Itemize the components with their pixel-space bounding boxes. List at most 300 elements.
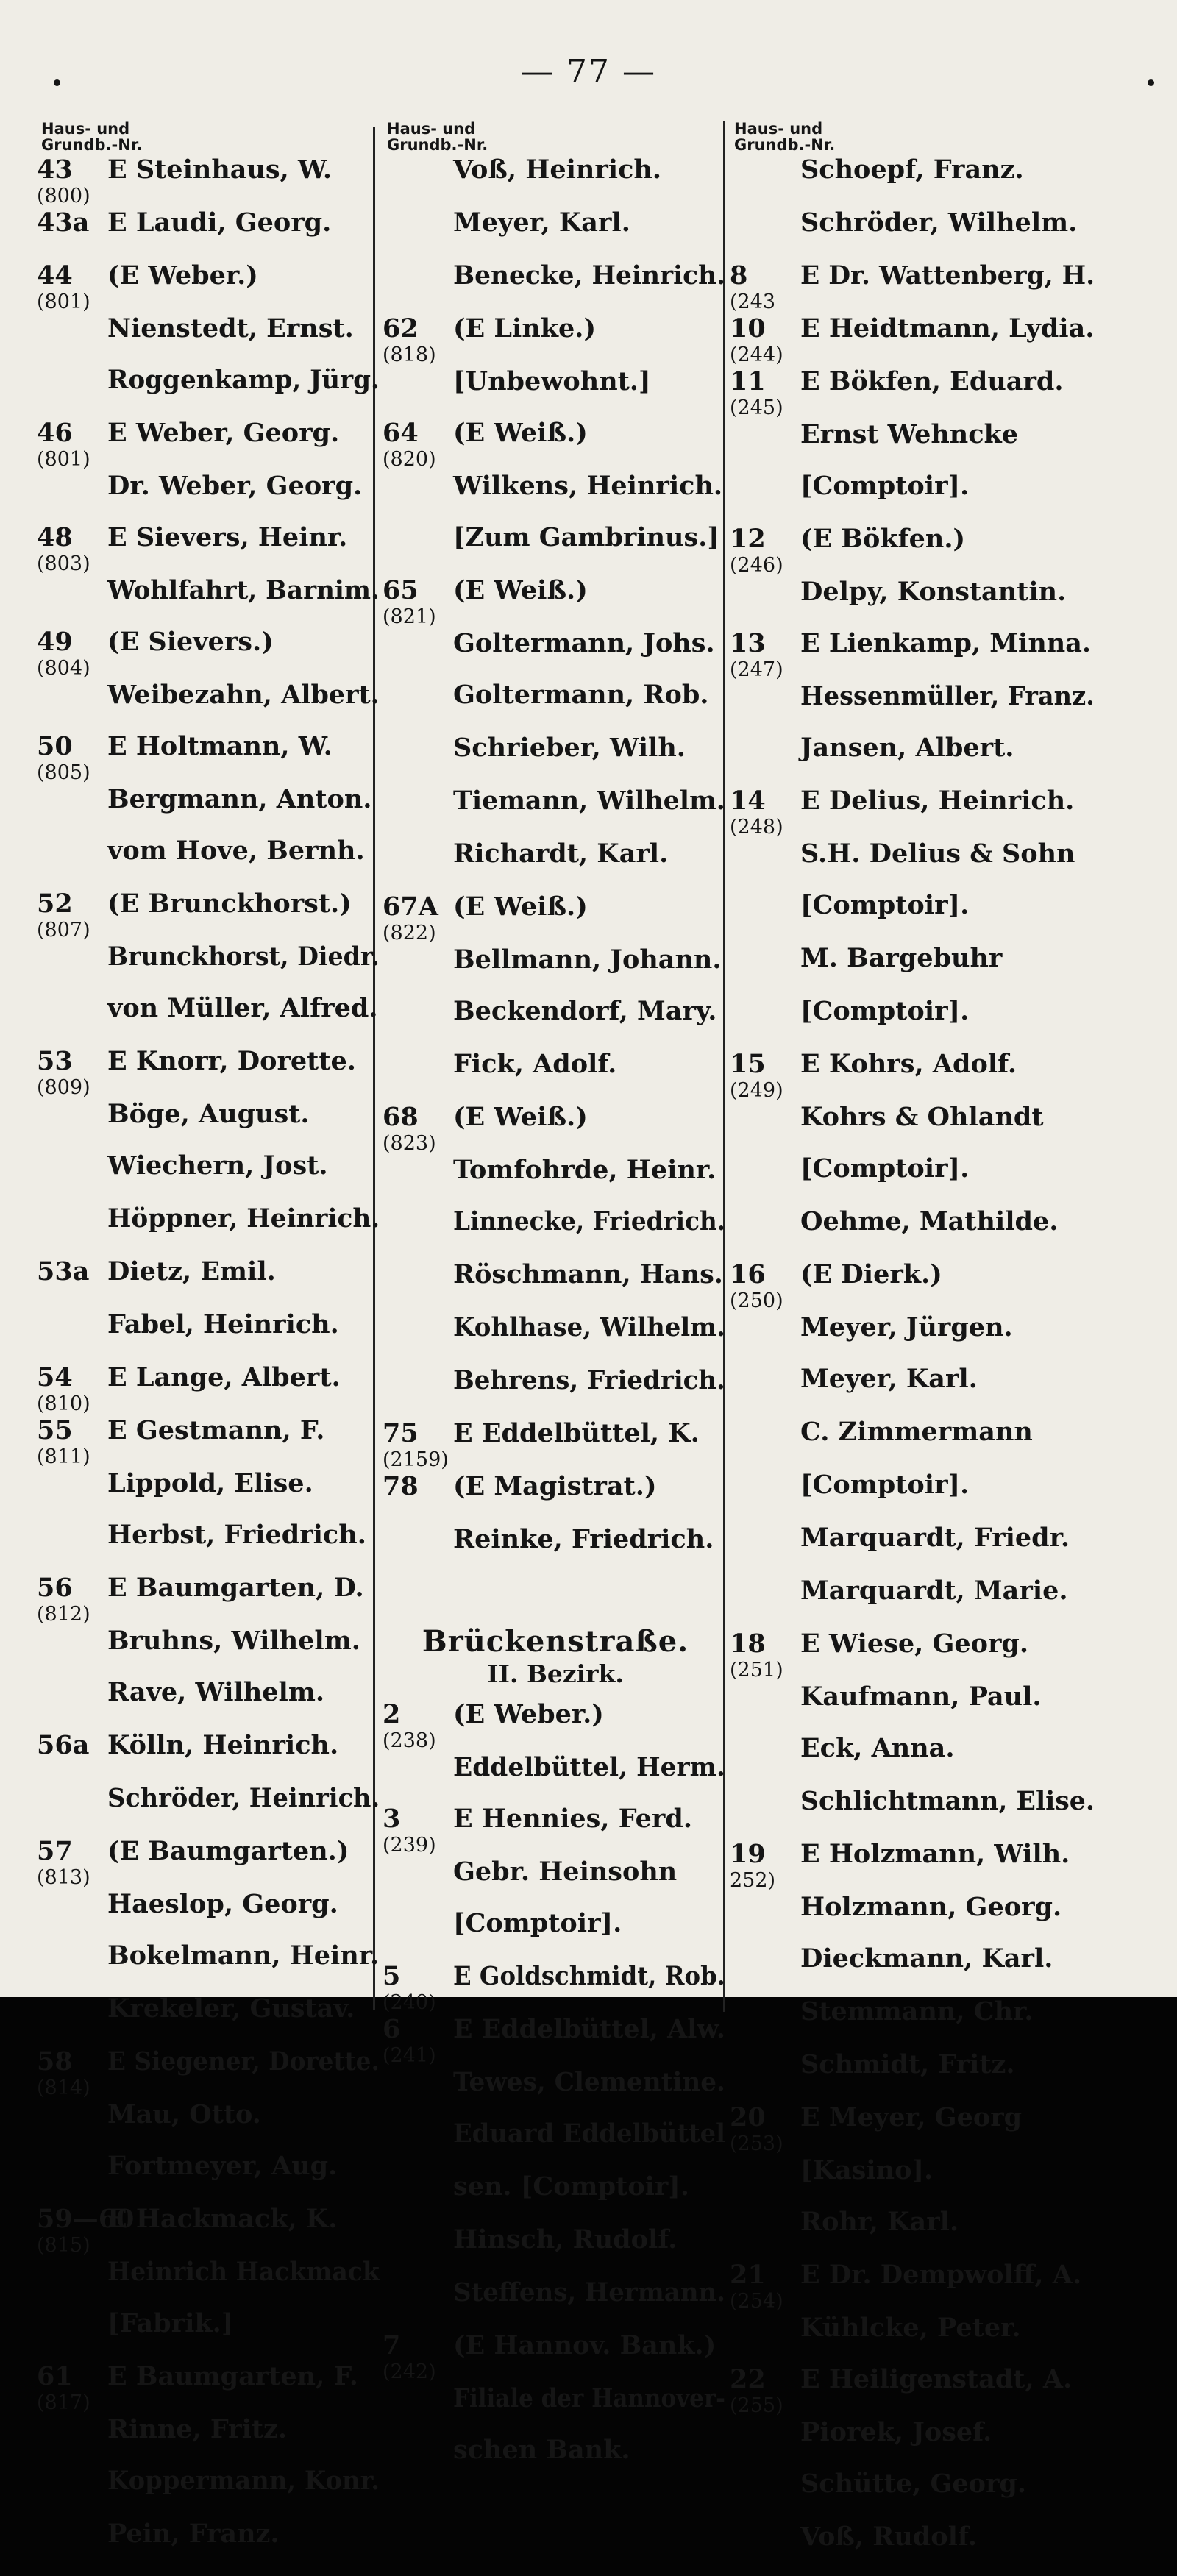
resident-name: Krekeler, Gustav. (107, 1993, 355, 2024)
directory-entry (37, 1679, 383, 1732)
resident-name: (E Linke.) (453, 313, 597, 344)
resident-name: Marquardt, Friedr. (800, 1523, 1070, 1553)
directory-entry (730, 1683, 1098, 1734)
column-header: Haus- und Grundb.-Nr. (387, 120, 488, 154)
page-number: — 77 — (521, 53, 656, 90)
resident-name: Fick, Adolf. (453, 1049, 617, 1079)
resident-name: Röschmann, Hans. (453, 1259, 723, 1289)
resident-name: E Siegener, Dorette. (107, 2046, 380, 2077)
resident-name: Richardt, Karl. (453, 839, 669, 869)
resident-name: Wiechern, Jost. (107, 1150, 328, 1181)
street-heading: Brückenstraße. (422, 1624, 689, 1659)
resident-name: Gebr. Heinsohn (453, 1857, 678, 1887)
entry-list (383, 156, 728, 1577)
resident-name: Bokelmann, Heinr. (107, 1940, 380, 1971)
directory-entry (383, 419, 728, 472)
directory-entry (383, 734, 728, 787)
directory-entry (37, 1470, 383, 1521)
directory-entry (730, 262, 1098, 315)
directory-entry (730, 2104, 1098, 2157)
resident-name: [Comptoir]. (800, 1153, 970, 1184)
house-number: 14 (730, 786, 766, 816)
directory-entry (383, 681, 728, 734)
resident-name: Tiemann, Wilhelm. (453, 786, 725, 816)
directory-entry (383, 472, 728, 524)
resident-name: vom Hove, Bernh. (107, 836, 365, 866)
directory-entry (730, 156, 1098, 209)
column-header: Haus- und Grundb.-Nr. (734, 120, 836, 154)
resident-name: Eck, Anna. (800, 1733, 955, 1763)
resident-name: Lippold, Elise. (107, 1468, 313, 1498)
resident-name: Behrens, Friedrich. (453, 1365, 725, 1395)
house-number: 56a (37, 1730, 90, 1760)
directory-entry (730, 2314, 1098, 2366)
house-number: 78 (383, 1471, 419, 1501)
directory-entry (730, 2523, 1098, 2576)
land-register-number: (820) (383, 448, 436, 471)
resident-name: Pein, Franz. (107, 2519, 280, 2549)
directory-entry (37, 1100, 383, 1152)
land-register-number: (247) (730, 658, 783, 681)
directory-entry (37, 837, 383, 890)
directory-entry (37, 524, 383, 577)
directory-entry (37, 2310, 383, 2363)
house-number: 15 (730, 1049, 766, 1079)
resident-name: Schröder, Heinrich. (107, 1783, 380, 1813)
house-number: 52 (37, 889, 73, 919)
directory-entry (383, 2279, 728, 2332)
directory-entry (37, 995, 383, 1047)
directory-entry (383, 997, 728, 1050)
directory-entry (37, 890, 383, 943)
directory-entry (383, 1367, 728, 1420)
directory-entry (730, 997, 1098, 1050)
directory-entry (730, 630, 1098, 683)
directory-entry (730, 368, 1098, 421)
house-number: 65 (383, 575, 419, 605)
resident-name: [Kasino]. (800, 2155, 934, 2185)
land-register-number: (244) (730, 344, 783, 366)
resident-name: Eddelbüttel, Herm. (453, 1752, 725, 1782)
land-register-number: (822) (383, 922, 436, 944)
directory-entry (730, 1524, 1098, 1577)
house-number: 61 (37, 2361, 73, 2391)
directory-entry (37, 1574, 383, 1627)
resident-name: E Holtmann, W. (107, 731, 333, 761)
resident-name: Kühlcke, Peter. (800, 2313, 1021, 2343)
directory-entry (730, 209, 1098, 262)
resident-name: E Delius, Heinrich. (800, 786, 1075, 816)
resident-name: Schmidt, Fritz. (800, 2049, 1015, 2079)
directory-entry (383, 1526, 728, 1577)
resident-name: E Heidtmann, Lydia. (800, 313, 1095, 344)
resident-name: (E Brunckhorst.) (107, 889, 352, 919)
resident-name: Goltermann, Johs. (453, 628, 715, 658)
land-register-number: (803) (37, 552, 90, 575)
house-number: 10 (730, 313, 766, 344)
directory-entry (383, 1420, 728, 1473)
directory-entry (383, 2120, 728, 2173)
directory-entry (37, 315, 383, 366)
resident-name: (E Magistrat.) (453, 1471, 657, 1501)
directory-entry (37, 1942, 383, 1995)
resident-name: [Comptoir]. (800, 471, 970, 501)
directory-entry (37, 2152, 383, 2205)
directory-entry (37, 2467, 383, 2520)
resident-name: E Weber, Georg. (107, 418, 340, 448)
directory-entry (383, 787, 728, 840)
resident-name: E Sievers, Heinr. (107, 522, 348, 552)
house-number: 3 (383, 1804, 401, 1834)
directory-entry (730, 1734, 1098, 1787)
resident-name: E Eddelbüttel, K. (453, 1418, 700, 1448)
resident-name: E Lienkamp, Minna. (800, 628, 1092, 658)
house-number: 43a (37, 207, 90, 238)
directory-entry (37, 1047, 383, 1100)
resident-name: Roggenkamp, Jürg. (107, 365, 380, 395)
directory-entry (383, 946, 728, 997)
directory-entry (730, 1365, 1098, 1418)
resident-name: Herbst, Friedrich. (107, 1520, 366, 1550)
directory-entry (37, 2205, 383, 2258)
directory-entry (37, 472, 383, 524)
resident-name: Jansen, Albert. (800, 733, 1014, 763)
directory-entry (730, 2419, 1098, 2470)
land-register-number: (814) (37, 2077, 90, 2099)
house-number: 20 (730, 2102, 766, 2132)
resident-name: E Kohrs, Adolf. (800, 1049, 1017, 1079)
directory-entry (730, 1893, 1098, 1945)
column-middle (383, 121, 728, 2489)
resident-name: Oehme, Mathilde. (800, 1206, 1059, 1237)
district-label: II. Bezirk. (487, 1659, 624, 1688)
directory-entry (383, 1314, 728, 1367)
directory-entry (37, 733, 383, 786)
land-register-number: (245) (730, 396, 783, 419)
land-register-number: (241) (383, 2044, 436, 2067)
resident-name: Schröder, Wilhelm. (800, 207, 1078, 238)
house-number: 75 (383, 1418, 419, 1448)
land-register-number: (242) (383, 2360, 436, 2383)
house-number: 43 (37, 154, 73, 185)
directory-entry (37, 2363, 383, 2416)
land-register-number: (805) (37, 761, 90, 784)
directory-entry (730, 472, 1098, 525)
resident-name: [Fabrik.] (107, 2308, 234, 2338)
resident-name: Kaufmann, Paul. (800, 1682, 1042, 1712)
resident-name: Beckendorf, Mary. (453, 996, 717, 1026)
resident-name: Heinrich Hackmack (107, 2257, 380, 2287)
house-number: 50 (37, 731, 73, 761)
resident-name: E Lange, Albert. (107, 1362, 341, 1392)
directory-entry (383, 2173, 728, 2226)
land-register-number: (249) (730, 1079, 783, 1102)
resident-name: Piorek, Josef. (800, 2417, 992, 2447)
directory-entry (37, 1521, 383, 1574)
directory-entry (37, 943, 383, 995)
land-register-number: (807) (37, 919, 90, 942)
resident-name: E Eddelbüttel, Alw. (453, 2014, 725, 2044)
resident-name: (E Weiß.) (453, 418, 588, 448)
resident-name: (E Weber.) (107, 260, 258, 291)
resident-name: [Comptoir]. (800, 1470, 970, 1500)
directory-entry (383, 1858, 728, 1910)
resident-name: Eduard Eddelbüttel (453, 2118, 725, 2149)
directory-entry (730, 525, 1098, 578)
directory-entry (730, 2366, 1098, 2419)
directory-entry (37, 1627, 383, 1679)
resident-name: Schrieber, Wilh. (453, 733, 686, 763)
directory-entry (37, 2101, 383, 2152)
directory-entry (730, 1630, 1098, 1683)
house-number: 53 (37, 1046, 73, 1076)
house-number: 22 (730, 2364, 766, 2394)
directory-entry (383, 209, 728, 262)
house-number: 7 (383, 2330, 401, 2360)
house-number: 2 (383, 1699, 401, 1729)
resident-name: Voß, Rudolf. (800, 2522, 977, 2552)
house-number: 67A (383, 892, 438, 922)
land-register-number: (800) (37, 185, 90, 207)
house-number: 64 (383, 418, 419, 448)
house-number: 12 (730, 524, 766, 554)
directory-entry (383, 2015, 728, 2068)
directory-entry (383, 2436, 728, 2489)
land-register-number: (813) (37, 1866, 90, 1889)
resident-name: S.H. Delius & Sohn (800, 839, 1075, 869)
directory-entry (383, 262, 728, 315)
land-register-number: (250) (730, 1289, 783, 1312)
resident-name: Haeslop, Georg. (107, 1889, 338, 1919)
directory-entry (37, 1258, 383, 1311)
column-header: Haus- und Grundb.-Nr. (41, 120, 143, 154)
resident-name: Goltermann, Rob. (453, 680, 709, 710)
directory-entry (730, 2051, 1098, 2104)
land-register-number: (254) (730, 2290, 783, 2313)
land-register-number: (818) (383, 344, 436, 366)
resident-name: Meyer, Karl. (453, 207, 630, 238)
directory-entry (730, 1208, 1098, 1261)
land-register-number: (238) (383, 1729, 436, 1752)
resident-name: Schlichtmann, Elise. (800, 1786, 1095, 1816)
resident-name: Bruhns, Wilhelm. (107, 1626, 360, 1656)
house-number: 5 (383, 1961, 401, 1991)
land-register-number: (821) (383, 605, 436, 628)
resident-name: Dietz, Emil. (107, 1256, 276, 1287)
resident-name: E Knorr, Dorette. (107, 1046, 356, 1076)
resident-name: Benecke, Heinrich. (453, 260, 726, 291)
resident-name: Tewes, Clementine. (453, 2067, 725, 2097)
resident-name: E Gestmann, F. (107, 1415, 325, 1445)
house-number: 16 (730, 1259, 766, 1289)
directory-entry (730, 2157, 1098, 2208)
entry-list (383, 1701, 728, 2489)
house-number: 53a (37, 1256, 90, 1287)
resident-name: E Steinhaus, W. (107, 154, 333, 185)
directory-entry (37, 366, 383, 419)
resident-name: Filiale der Hannover- (453, 2383, 726, 2413)
resident-name: E Bökfen, Eduard. (800, 366, 1064, 396)
land-register-number: (239) (383, 1834, 436, 1857)
directory-entry (383, 1805, 728, 1858)
resident-name: (E Weiß.) (453, 1102, 588, 1132)
resident-name: Wohlfahrt, Barnim. (107, 575, 380, 605)
directory-entry (383, 315, 728, 368)
land-register-number: (823) (383, 1132, 436, 1155)
entry-list (730, 156, 1098, 2576)
directory-entry (383, 2068, 728, 2120)
land-register-number: (815) (37, 2234, 90, 2257)
directory-entry (730, 1787, 1098, 1840)
directory-entry (730, 840, 1098, 892)
directory-entry (730, 1155, 1098, 1208)
resident-name: Rohr, Karl. (800, 2207, 959, 2237)
resident-name: C. Zimmermann (800, 1417, 1033, 1447)
directory-entry (383, 2385, 728, 2436)
house-number: 49 (37, 627, 73, 657)
directory-entry (37, 2416, 383, 2467)
land-register-number: (809) (37, 1076, 90, 1099)
land-register-number: (812) (37, 1603, 90, 1626)
directory-entry (37, 262, 383, 315)
directory-entry (383, 1701, 728, 1754)
directory-entry (37, 1205, 383, 1258)
resident-name: Wilkens, Heinrich. (453, 471, 723, 501)
directory-entry (383, 1208, 728, 1261)
directory-entry (730, 734, 1098, 787)
directory-entry (730, 1577, 1098, 1630)
directory-entry (730, 944, 1098, 997)
directory-entry (383, 1910, 728, 1963)
house-number: 13 (730, 628, 766, 658)
land-register-number: (243 (730, 291, 776, 313)
land-register-number: (801) (37, 291, 90, 313)
directory-entry (383, 2332, 728, 2385)
directory-entry (383, 630, 728, 681)
directory-entry (730, 1050, 1098, 1103)
directory-entry (37, 2048, 383, 2101)
directory-entry (730, 1471, 1098, 1524)
resident-name: [Unbewohnt.] (453, 366, 651, 396)
directory-entry (730, 578, 1098, 630)
directory-entry (383, 1261, 728, 1314)
resident-name: Hessenmüller, Franz. (800, 681, 1095, 711)
resident-name: Dr. Weber, Georg. (107, 471, 363, 501)
land-register-number: (810) (37, 1392, 90, 1415)
directory-entry (730, 315, 1098, 368)
resident-name: schen Bank. (453, 2435, 630, 2465)
directory-entry (730, 683, 1098, 734)
resident-name: E Laudi, Georg. (107, 207, 332, 238)
house-number: 19 (730, 1839, 766, 1869)
directory-entry (37, 1785, 383, 1837)
house-number: 6 (383, 2014, 401, 2044)
directory-entry (383, 840, 728, 893)
land-register-number: (811) (37, 1445, 90, 1468)
resident-name: (E Weiß.) (453, 892, 588, 922)
resident-name: Delpy, Konstantin. (800, 577, 1067, 607)
resident-name: Reinke, Friedrich. (453, 1524, 714, 1554)
resident-name: (E Baumgarten.) (107, 1836, 349, 1866)
directory-entry (383, 1050, 728, 1103)
resident-name: E Hennies, Ferd. (453, 1804, 693, 1834)
resident-name: Holzmann, Georg. (800, 1892, 1062, 1922)
directory-entry (730, 1840, 1098, 1893)
land-register-number: (246) (730, 554, 783, 577)
resident-name: Weibezahn, Albert. (107, 680, 380, 710)
directory-entry (730, 1314, 1098, 1365)
land-register-number: (817) (37, 2391, 90, 2414)
resident-name: E Dr. Wattenberg, H. (800, 260, 1095, 291)
directory-entry (730, 1418, 1098, 1471)
resident-name: Meyer, Jürgen. (800, 1312, 1013, 1342)
resident-name: E Dr. Dempwolff, A. (800, 2260, 1082, 2290)
directory-entry (730, 2470, 1098, 2523)
resident-name: (E Hannov. Bank.) (453, 2330, 716, 2360)
resident-name: M. Bargebuhr (800, 943, 1003, 973)
land-register-number: (804) (37, 657, 90, 680)
directory-entry (37, 628, 383, 681)
land-register-number: (253) (730, 2132, 783, 2155)
house-number: 59—60 (37, 2204, 135, 2234)
resident-name: (E Weiß.) (453, 575, 588, 605)
resident-name: Höppner, Heinrich. (107, 1203, 380, 1234)
column-left (37, 121, 383, 2573)
resident-name: Meyer, Karl. (800, 1364, 978, 1394)
directory-entry (37, 786, 383, 837)
resident-name: E Wiese, Georg. (800, 1629, 1029, 1659)
resident-name: von Müller, Alfred. (107, 993, 378, 1023)
resident-name: Bellmann, Johann. (453, 944, 722, 975)
resident-name: [Comptoir]. (800, 996, 970, 1026)
directory-entry (730, 1998, 1098, 2051)
directory-entry (730, 2208, 1098, 2261)
resident-name: E Hackmack, K. (107, 2204, 338, 2234)
directory-entry (383, 1473, 728, 1526)
resident-name: Brunckhorst, Diedr. (107, 942, 380, 972)
directory-entry (730, 2261, 1098, 2314)
resident-name: (E Sievers.) (107, 627, 274, 657)
land-register-number: (251) (730, 1659, 783, 1682)
directory-entry (730, 1945, 1098, 1998)
directory-entry (37, 209, 383, 262)
house-number: 58 (37, 2046, 73, 2077)
directory-entry (37, 577, 383, 628)
house-number: 54 (37, 1362, 73, 1392)
directory-entry (37, 1837, 383, 1890)
resident-name: E Meyer, Georg (800, 2102, 1023, 2132)
directory-entry (37, 1311, 383, 1364)
resident-name: Schoepf, Franz. (800, 154, 1024, 185)
house-number: 57 (37, 1836, 73, 1866)
directory-entry (383, 1963, 728, 2015)
directory-entry (383, 1156, 728, 1208)
resident-name: Rinne, Fritz. (107, 2414, 288, 2444)
land-register-number: (248) (730, 816, 783, 839)
directory-entry (37, 1417, 383, 1470)
house-number: 11 (730, 366, 766, 396)
directory-entry (383, 2226, 728, 2279)
resident-name: Ernst Wehncke (800, 419, 1019, 449)
resident-name: (E Bökfen.) (800, 524, 966, 554)
resident-name: [Comptoir]. (453, 1908, 622, 1938)
resident-name: Stemmann, Chr. (800, 1996, 1034, 2027)
house-number: 44 (37, 260, 73, 291)
directory-entry (37, 681, 383, 733)
directory-entry (383, 577, 728, 630)
land-register-number: (255) (730, 2394, 783, 2417)
land-register-number: (240) (383, 1991, 436, 2014)
